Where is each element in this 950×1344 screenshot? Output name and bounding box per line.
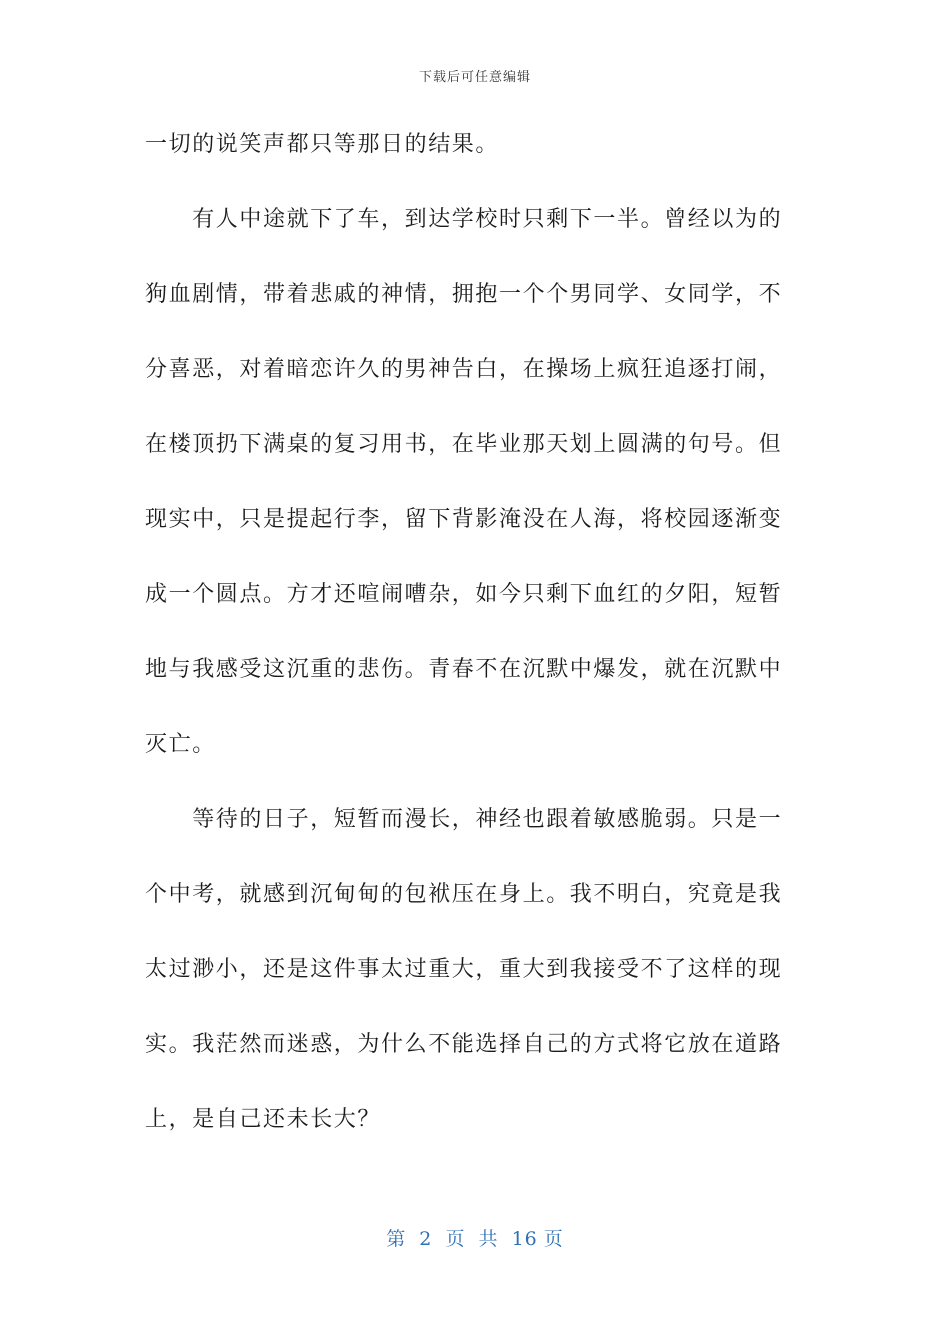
page-number-footer bbox=[0, 1224, 950, 1251]
page-header: 下载后可任意编辑 bbox=[418, 70, 531, 85]
text-line: 在楼顶扔下满桌的复习用书，在毕业那天划上圆满的句号。但 bbox=[145, 432, 783, 457]
text-line: 个中考，就感到沉甸甸的包袱压在身上。我不明白，究竟是我 bbox=[145, 882, 783, 907]
total-page-count: 16 bbox=[511, 1228, 538, 1250]
text-line: 狗血剧情，带着悲戚的神情，拥抱一个个男同学、女同学，不 bbox=[145, 282, 783, 307]
document-body bbox=[145, 120, 795, 1170]
text-line: 一切的说笑声都只等那日的结果。 bbox=[145, 132, 500, 157]
text-line: 分喜恶，对着暗恋许久的男神告白，在操场上疯狂追逐打闹， bbox=[145, 357, 783, 382]
text-line: 上，是自己还未长大？ bbox=[145, 1107, 382, 1132]
text-line: 等待的日子，短暂而漫长，神经也跟着敏感脆弱。只是一 bbox=[145, 807, 783, 832]
footer-suffix: 页 bbox=[543, 1228, 564, 1250]
text-line: 有人中途就下了车，到达学校时只剩下一半。曾经以为的 bbox=[145, 207, 783, 232]
text-line: 成一个圆点。方才还喧闹嘈杂，如今只剩下血红的夕阳，短暂 bbox=[145, 582, 783, 607]
footer-total-word: 共 bbox=[478, 1228, 499, 1250]
text-line: 现实中，只是提起行李，留下背影淹没在人海，将校园逐渐变 bbox=[145, 507, 783, 532]
text-line: 灭亡。 bbox=[145, 732, 216, 757]
current-page-number: 2 bbox=[419, 1228, 433, 1250]
text-line: 太过渺小，还是这件事太过重大，重大到我接受不了这样的现 bbox=[145, 957, 783, 982]
text-line: 实。我茫然而迷惑，为什么不能选择自己的方式将它放在道路 bbox=[145, 1032, 783, 1057]
footer-prefix: 第 bbox=[386, 1228, 407, 1250]
footer-page-word: 页 bbox=[445, 1228, 466, 1250]
text-line: 地与我感受这沉重的悲伤。青春不在沉默中爆发，就在沉默中 bbox=[145, 657, 783, 682]
